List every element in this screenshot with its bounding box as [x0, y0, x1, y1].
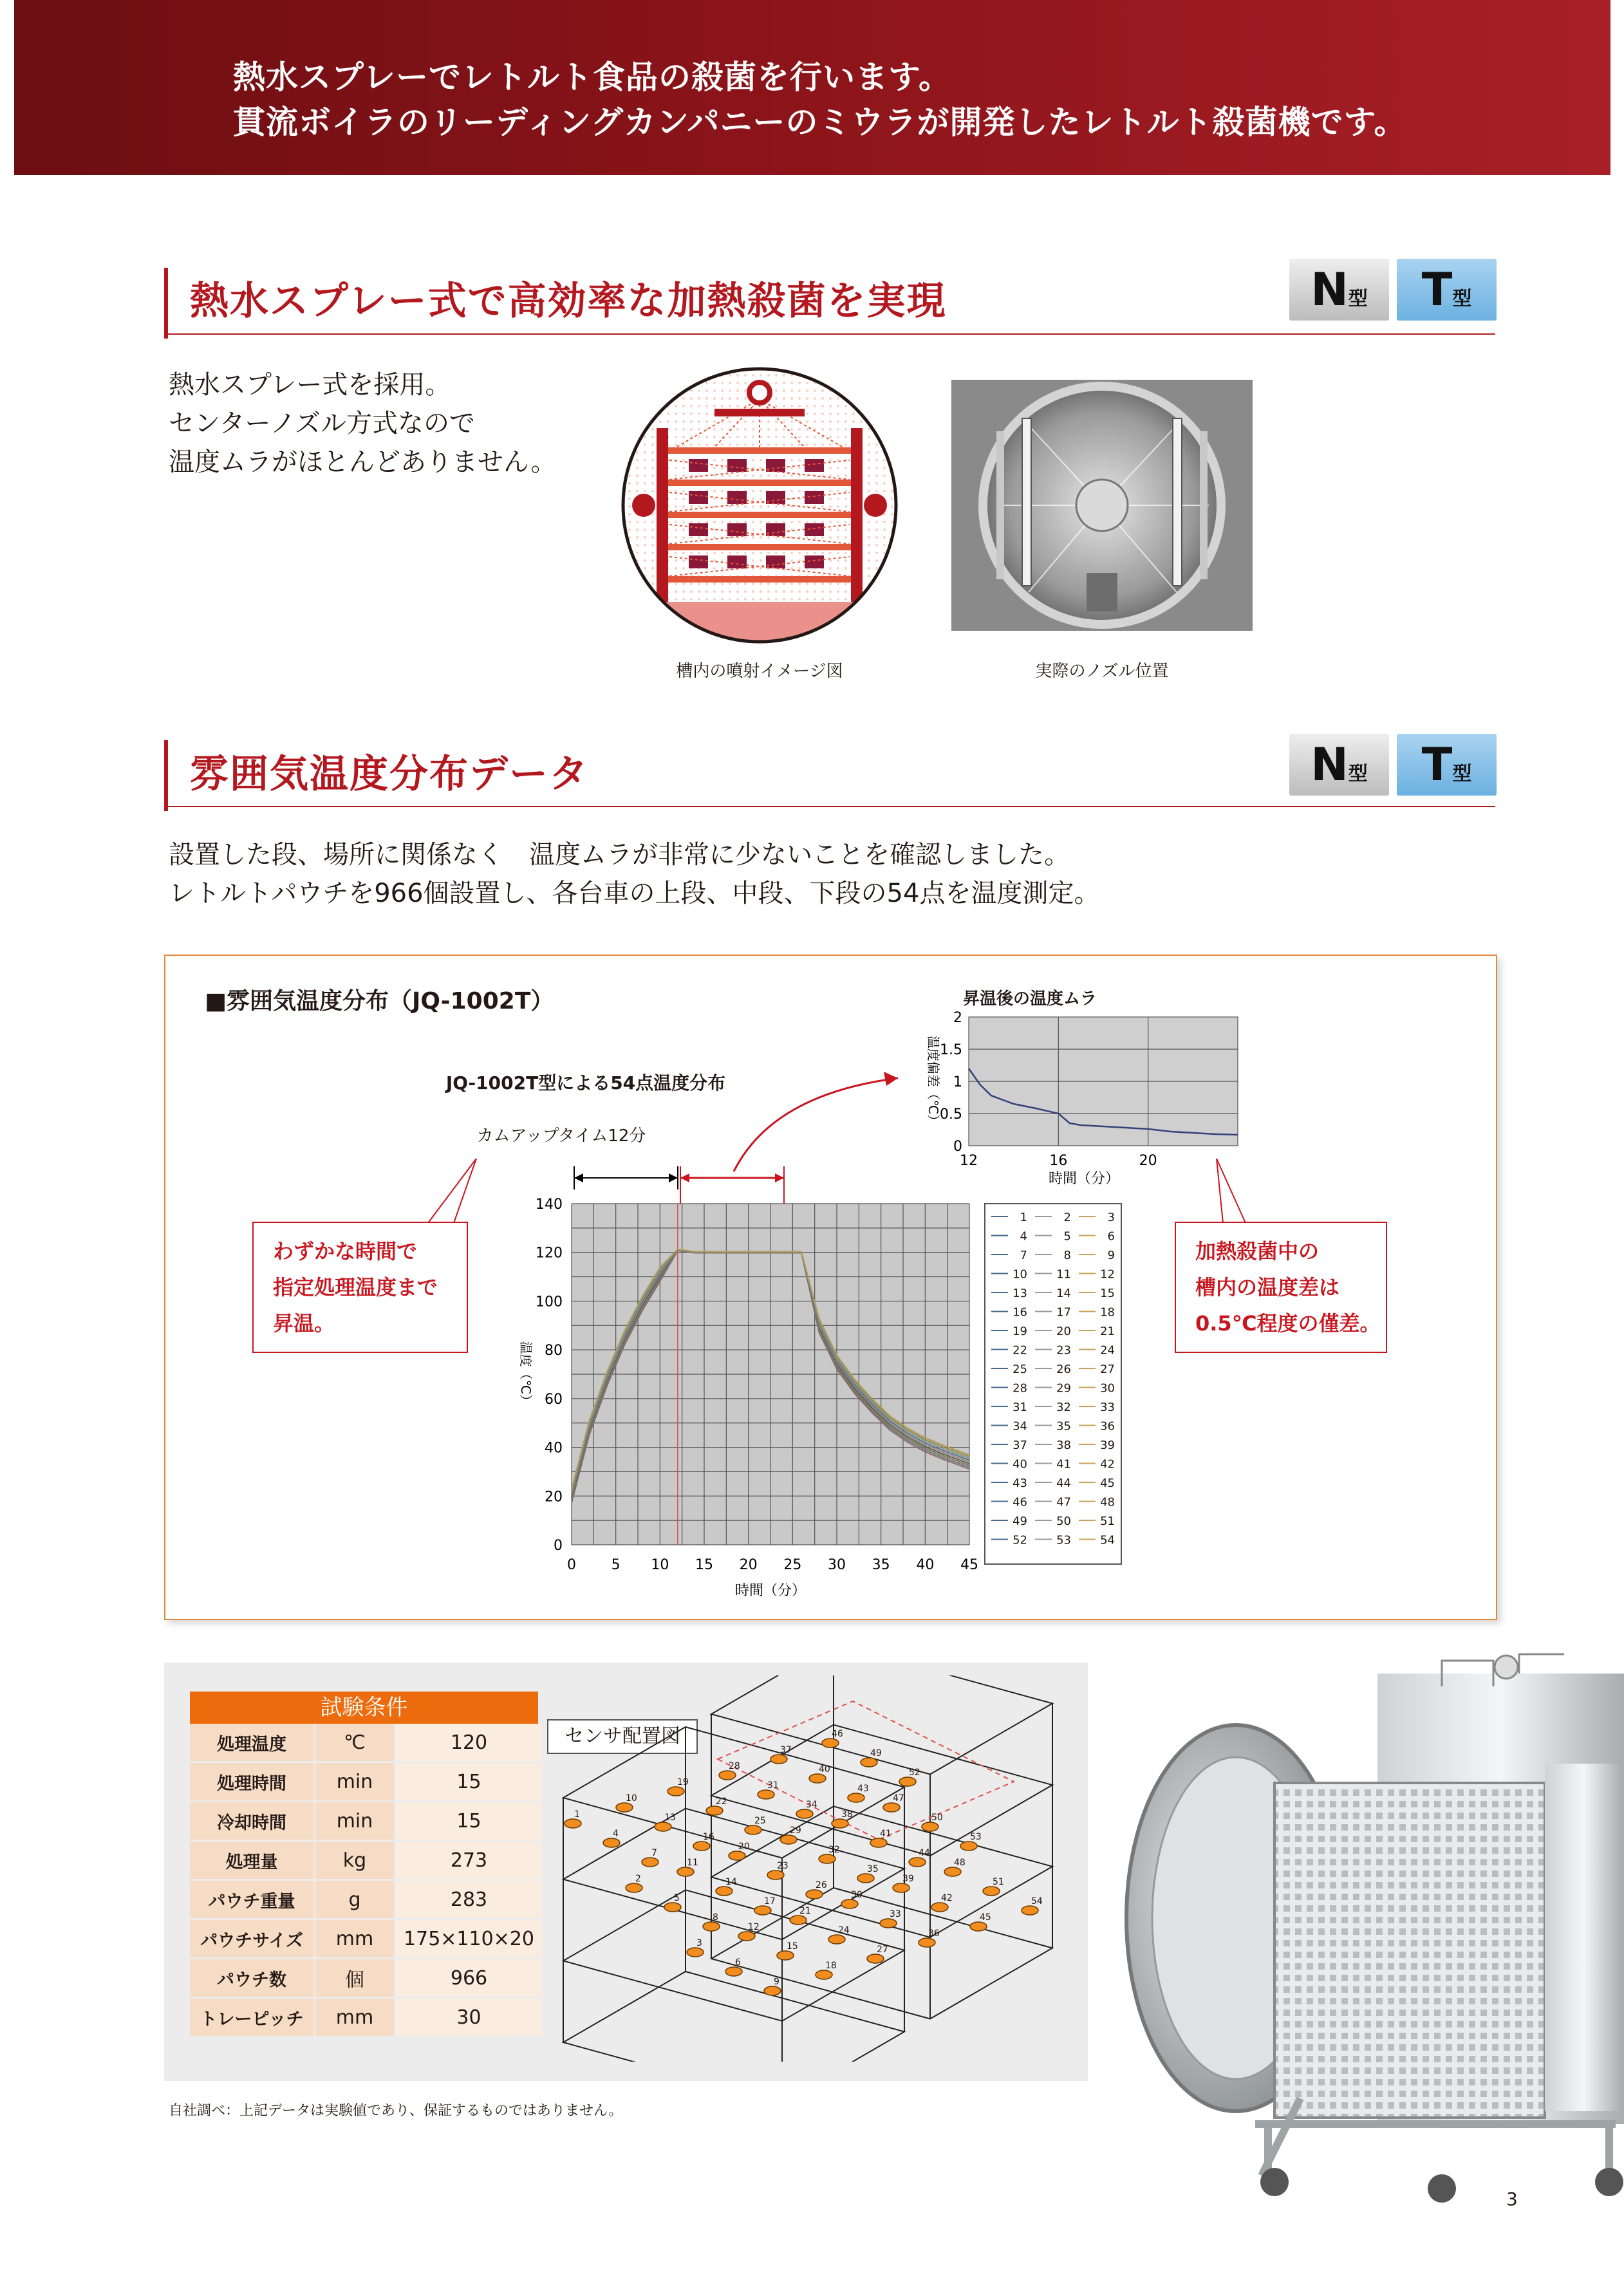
sensor-number: 15 [787, 1941, 798, 1952]
sensor-number: 9 [774, 1977, 779, 1987]
legend-label: 41 [1056, 1457, 1071, 1471]
legend-label: 5 [1063, 1229, 1071, 1244]
x-tick-label: 20 [739, 1557, 758, 1573]
sensor-number: 45 [980, 1912, 991, 1923]
inset-x-tick: 16 [1049, 1153, 1068, 1169]
conditions-value: 15 [395, 1802, 543, 1841]
conditions-row [190, 1959, 543, 1998]
sensor-marker [770, 1755, 787, 1764]
conditions-unit: g [315, 1880, 395, 1919]
conditions-label: トレーピッチ [190, 1998, 315, 2037]
main-line-chart [518, 1197, 978, 1599]
callout-left-pointer [428, 1159, 476, 1223]
sensor-marker [970, 1922, 987, 1931]
sensor-marker [754, 1906, 771, 1915]
legend-label: 28 [1013, 1381, 1027, 1395]
sensor-number: 7 [651, 1848, 657, 1858]
retort-machine-photo [1107, 1648, 1624, 2208]
section1-text-1: 熱水スプレー式を採用。 [169, 370, 451, 400]
footnote: 自社調べ：上記データは実験値であり、保証するものではありません。 [169, 2103, 623, 2119]
section1-title: 熱水スプレー式で高効率な加熱殺菌を実現 [190, 279, 947, 324]
badge-n-type: N型 [1289, 259, 1389, 321]
legend-label: 23 [1056, 1343, 1071, 1357]
sensor-marker [719, 1771, 736, 1780]
legend-label: 7 [1020, 1249, 1027, 1262]
legend-label: 9 [1107, 1249, 1115, 1262]
legend-label: 54 [1100, 1533, 1115, 1547]
section1-text-2: センターノズル方式なので [169, 409, 475, 438]
conditions-value: 15 [395, 1762, 543, 1802]
sensor-marker [867, 1954, 884, 1963]
y-tick-label: 40 [545, 1440, 563, 1457]
sensor-diagram-label: センサ配置図 [547, 1719, 698, 1754]
sensor-number: 46 [832, 1729, 843, 1739]
sensor-number: 14 [725, 1877, 737, 1887]
legend-label: 51 [1100, 1515, 1115, 1528]
sensor-number: 29 [790, 1825, 801, 1836]
sensor-marker [664, 1903, 681, 1912]
conditions-value: 283 [395, 1880, 543, 1919]
sensor-marker [790, 1916, 807, 1925]
sensor-number: 6 [735, 1957, 741, 1968]
x-tick-label: 10 [651, 1557, 669, 1573]
sensor-number: 37 [780, 1745, 792, 1755]
legend-label: 38 [1056, 1439, 1071, 1452]
sensor-number: 8 [713, 1912, 718, 1923]
sensor-marker [983, 1887, 1000, 1896]
x-tick-label: 15 [695, 1557, 713, 1573]
inset-y-tick: 1.5 [940, 1042, 962, 1058]
y-tick-label: 140 [536, 1197, 563, 1213]
conditions-unit: mm [315, 1919, 395, 1959]
legend-label: 13 [1013, 1287, 1027, 1300]
conditions-label: 処理時間 [190, 1762, 315, 1802]
sensor-marker [693, 1842, 710, 1851]
legend-label: 4 [1020, 1229, 1027, 1244]
sensor-number: 44 [919, 1848, 930, 1858]
x-tick-label: 35 [872, 1557, 890, 1573]
sensor-number: 16 [703, 1832, 714, 1842]
legend-label: 50 [1056, 1515, 1071, 1528]
legend-label: 22 [1013, 1343, 1027, 1357]
conditions-row [190, 1841, 543, 1880]
inset-y-tick: 1 [953, 1074, 962, 1090]
sensor-number: 38 [841, 1809, 853, 1820]
legend-label: 14 [1056, 1287, 1071, 1300]
sensor-marker [729, 1851, 745, 1860]
sensor-number: 2 [635, 1874, 641, 1884]
legend-label: 21 [1100, 1325, 1115, 1338]
sensor-number: 17 [764, 1896, 776, 1907]
sensor-marker [944, 1867, 961, 1876]
legend-label: 42 [1100, 1457, 1115, 1471]
sensor-number: 39 [902, 1874, 914, 1884]
link-arrow [734, 1078, 898, 1171]
badge-t-type: T型 [1397, 259, 1497, 321]
inset-y-axis-label: 温度偏差（℃） [926, 1035, 941, 1128]
sensor-marker [725, 1967, 742, 1976]
legend-label: 20 [1056, 1325, 1071, 1338]
sensor-number: 13 [664, 1813, 676, 1823]
sensor-number: 52 [909, 1767, 920, 1778]
sensor-marker [706, 1806, 723, 1815]
sensor-marker [780, 1835, 797, 1844]
sensor-marker [861, 1758, 877, 1767]
sensor-marker [1022, 1906, 1038, 1915]
conditions-row [190, 1998, 543, 2037]
sensor-marker [819, 1854, 835, 1863]
section1-text-3: 温度ムラがほとんどありません。 [169, 447, 557, 477]
y-tick-label: 20 [545, 1489, 563, 1506]
sensor-marker [603, 1838, 620, 1847]
sensor-marker [626, 1883, 642, 1892]
sensor-marker [758, 1790, 774, 1799]
legend-label: 43 [1013, 1477, 1027, 1490]
chart-panel-heading: ■雰囲気温度分布（JQ-1002T） [205, 988, 554, 1014]
sensor-marker [738, 1932, 755, 1941]
legend-label: 34 [1013, 1419, 1027, 1433]
sensor-marker [703, 1922, 720, 1931]
conditions-unit: kg [315, 1841, 395, 1880]
sensor-marker [816, 1970, 832, 1979]
conditions-unit: mm [315, 1998, 395, 2037]
sensor-number: 1 [574, 1809, 580, 1820]
conditions-value: 273 [395, 1841, 543, 1880]
x-tick-label: 30 [828, 1557, 846, 1573]
inset-y-tick: 0 [953, 1139, 962, 1155]
sensor-marker [616, 1803, 633, 1812]
conditions-value: 30 [395, 1998, 543, 2037]
sensor-number: 51 [993, 1877, 1004, 1887]
sensor-marker [841, 1899, 858, 1908]
sensor-frame [563, 1675, 1052, 2062]
legend-label: 26 [1056, 1363, 1071, 1376]
chart-legend [985, 1204, 1121, 1564]
inset-y-tick: 0.5 [940, 1106, 962, 1123]
sensor-number: 47 [893, 1793, 904, 1804]
sensor-number: 24 [838, 1925, 850, 1935]
sensor-number: 26 [816, 1880, 827, 1890]
legend-label: 24 [1100, 1343, 1115, 1357]
y-tick-label: 80 [545, 1343, 563, 1359]
sensor-marker [880, 1919, 897, 1928]
legend-label: 32 [1056, 1401, 1071, 1414]
legend-label: 12 [1100, 1267, 1115, 1282]
inset-x-axis-label: 時間（分） [1048, 1171, 1120, 1187]
sensor-number: 22 [716, 1796, 727, 1807]
sensor-marker [565, 1819, 581, 1828]
caption-nozzle-photo: 実際のノズル位置 [1035, 662, 1169, 681]
sensor-marker [687, 1948, 704, 1957]
main-chart-title: JQ-1002T型による54点温度分布 [445, 1072, 726, 1094]
caption-spray-image: 槽内の噴射イメージ図 [676, 662, 843, 681]
inset-line-chart [926, 1010, 1238, 1187]
legend-label: 16 [1013, 1305, 1027, 1320]
sensor-marker [899, 1777, 916, 1786]
conditions-value: 120 [395, 1724, 543, 1762]
sensor-marker [870, 1838, 887, 1847]
conditions-row [190, 1724, 543, 1762]
y-tick-label: 100 [536, 1294, 563, 1310]
sensor-number: 19 [677, 1777, 689, 1787]
sensor-marker [677, 1867, 694, 1876]
sensor-marker [832, 1819, 848, 1828]
sensor-number: 12 [748, 1922, 760, 1932]
y-tick-label: 120 [536, 1245, 563, 1262]
sensor-number: 50 [931, 1813, 943, 1823]
sensor-number: 32 [828, 1845, 840, 1855]
legend-label: 15 [1100, 1287, 1115, 1300]
sensor-number: 5 [674, 1893, 680, 1903]
conditions-row [190, 1802, 543, 1841]
sensor-marker [931, 1903, 948, 1912]
conditions-value: 175×110×20 [395, 1919, 543, 1959]
legend-label: 10 [1013, 1267, 1027, 1282]
callout-right-pointer [1217, 1159, 1246, 1223]
section2-title: 雰囲気温度分布データ [190, 752, 589, 797]
conditions-label: パウチ数 [190, 1959, 315, 1998]
badge-n-type: N型 [1289, 734, 1389, 796]
sensor-marker [857, 1874, 874, 1883]
legend-label: 53 [1056, 1533, 1071, 1547]
sensor-marker [960, 1842, 977, 1851]
sensor-number: 49 [870, 1748, 882, 1758]
legend-label: 44 [1056, 1477, 1071, 1490]
legend-label: 46 [1013, 1495, 1027, 1509]
sensor-marker [767, 1870, 784, 1879]
y-axis-label: 温度（℃） [518, 1341, 534, 1408]
sensor-marker [716, 1887, 733, 1896]
sensor-marker [764, 1986, 781, 1995]
sensor-number: 31 [767, 1780, 779, 1791]
legend-label: 52 [1013, 1533, 1027, 1547]
sensor-number: 18 [825, 1961, 837, 1971]
legend-label: 49 [1013, 1515, 1027, 1528]
legend-label: 18 [1100, 1305, 1115, 1320]
conditions-label: 処理温度 [190, 1724, 315, 1762]
x-tick-label: 25 [783, 1557, 802, 1573]
sensor-number: 27 [877, 1945, 888, 1955]
x-tick-label: 45 [960, 1557, 978, 1573]
sensor-number: 36 [928, 1928, 940, 1939]
sensor-marker [848, 1793, 864, 1802]
sensor-marker [642, 1858, 658, 1867]
x-tick-label: 5 [611, 1557, 621, 1573]
legend-label: 33 [1100, 1401, 1115, 1414]
sensor-number: 53 [970, 1832, 982, 1842]
conditions-unit: ℃ [315, 1724, 395, 1762]
sensor-marker [919, 1938, 935, 1947]
sensor-number: 23 [777, 1861, 789, 1871]
sensor-number: 54 [1031, 1896, 1043, 1907]
conditions-label: 冷却時間 [190, 1802, 315, 1841]
legend-label: 37 [1013, 1439, 1027, 1452]
banner-line-2: 貫流ボイラのリーディングカンパニーのミウラが開発したレトルト殺菌機です。 [233, 104, 1407, 141]
legend-label: 25 [1013, 1363, 1027, 1376]
conditions-row [190, 1880, 543, 1919]
conditions-title: 試験条件 [190, 1692, 538, 1724]
legend-label: 36 [1100, 1419, 1115, 1433]
sensor-number: 35 [867, 1864, 879, 1874]
legend-label: 6 [1107, 1229, 1115, 1244]
callout-right: 加熱殺菌中の 槽内の温度差は 0.5℃程度の僅差。 [1175, 1222, 1387, 1353]
sensor-marker [922, 1822, 938, 1831]
legend-label: 47 [1056, 1495, 1071, 1509]
legend-label: 48 [1100, 1495, 1115, 1509]
banner-line-1: 熱水スプレーでレトルト食品の殺菌を行います。 [233, 59, 951, 96]
page-number: 3 [1506, 2188, 1518, 2210]
legend-label: 29 [1056, 1381, 1071, 1395]
callout-left: わずかな時間で 指定処理温度まで 昇温。 [252, 1222, 468, 1353]
sensor-marker [809, 1774, 826, 1783]
legend-label: 45 [1100, 1477, 1115, 1490]
sensor-number: 28 [729, 1761, 740, 1771]
test-conditions-panel [164, 1663, 1088, 2081]
sensor-number: 43 [857, 1784, 869, 1794]
legend-label: 2 [1063, 1211, 1071, 1224]
legend-label: 27 [1100, 1363, 1115, 1376]
conditions-label: パウチ重量 [190, 1880, 315, 1919]
legend-label: 40 [1013, 1457, 1027, 1471]
x-tick-label: 40 [916, 1557, 935, 1573]
sensor-diagram [550, 1675, 1065, 2062]
legend-label: 11 [1056, 1267, 1071, 1282]
sensor-number: 4 [613, 1829, 619, 1839]
sensor-number: 41 [880, 1829, 891, 1839]
sensor-number: 42 [941, 1893, 953, 1903]
legend-label: 1 [1020, 1211, 1027, 1224]
sensor-marker [667, 1787, 684, 1796]
section2-text-2: レトルトパウチを966個設置し、各台車の上段、中段、下段の54点を温度測定。 [169, 879, 1100, 908]
sensor-marker [806, 1890, 823, 1899]
sensor-marker [893, 1883, 910, 1892]
comeup-label: カムアップタイム12分 [476, 1126, 646, 1146]
sensor-marker [655, 1822, 671, 1831]
legend-label: 31 [1013, 1401, 1027, 1414]
sensor-number: 33 [890, 1909, 901, 1919]
conditions-row [190, 1919, 543, 1959]
sensor-number: 11 [687, 1858, 698, 1868]
sensor-marker [777, 1951, 794, 1960]
conditions-label: パウチサイズ [190, 1919, 315, 1959]
inset-x-tick: 20 [1139, 1153, 1157, 1169]
sensor-number: 21 [799, 1906, 811, 1916]
inset-chart-title: 昇温後の温度ムラ [962, 989, 1097, 1009]
sensor-marker [909, 1858, 926, 1867]
sensor-number: 3 [696, 1938, 702, 1948]
conditions-label: 処理量 [190, 1841, 315, 1880]
conditions-unit: min [315, 1802, 395, 1841]
sensor-number: 30 [851, 1890, 863, 1900]
sensor-number: 34 [806, 1800, 817, 1810]
x-axis-label: 時間（分） [734, 1583, 807, 1599]
sensor-marker [822, 1739, 839, 1748]
conditions-row [190, 1762, 543, 1802]
conditions-unit: min [315, 1762, 395, 1802]
sensor-marker [796, 1809, 813, 1818]
legend-label: 17 [1056, 1305, 1071, 1320]
legend-label: 39 [1100, 1439, 1115, 1452]
conditions-table [190, 1724, 544, 2038]
inset-y-tick: 2 [953, 1010, 962, 1026]
sensor-number: 40 [819, 1764, 830, 1775]
legend-label: 3 [1107, 1211, 1115, 1224]
sensor-marker [745, 1825, 761, 1834]
conditions-value: 966 [395, 1959, 543, 1998]
sensor-number: 48 [954, 1858, 966, 1868]
y-tick-label: 60 [545, 1391, 563, 1408]
sensor-number: 25 [754, 1816, 766, 1826]
badge-t-type: T型 [1397, 734, 1497, 796]
sensor-marker [883, 1803, 900, 1812]
section2-text-1: 設置した段、場所に関係なく 温度ムラが非常に少ないことを確認しました。 [169, 840, 1070, 870]
y-tick-label: 0 [554, 1538, 563, 1554]
conditions-unit: 個 [315, 1959, 395, 1998]
x-tick-label: 0 [567, 1557, 576, 1573]
legend-label: 35 [1056, 1419, 1071, 1433]
inset-x-tick: 12 [960, 1153, 978, 1169]
legend-label: 19 [1013, 1325, 1027, 1338]
legend-label: 8 [1063, 1249, 1071, 1262]
sensor-number: 20 [738, 1842, 750, 1852]
sensor-marker [828, 1935, 845, 1944]
legend-label: 30 [1100, 1381, 1115, 1395]
sensor-number: 10 [626, 1793, 637, 1804]
